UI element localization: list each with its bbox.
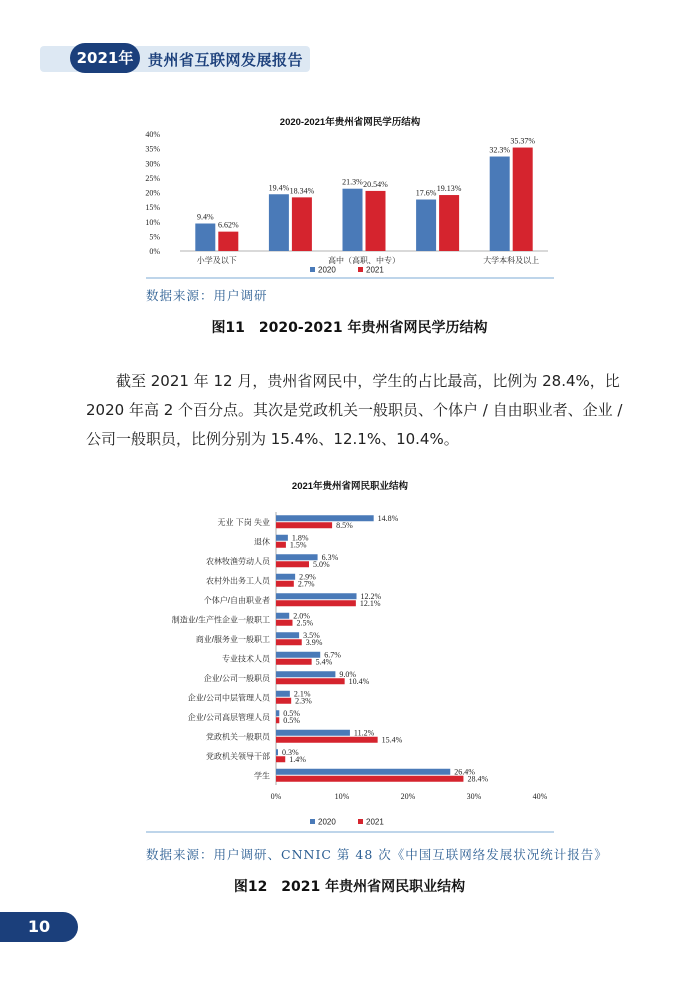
bar-2020 bbox=[276, 515, 374, 521]
bar-2020 bbox=[276, 710, 279, 716]
bar-2021 bbox=[292, 197, 312, 251]
data-label: 9.4% bbox=[196, 212, 214, 222]
figure12-source: 数据来源：用户调研、CNNIC 第 48 次《中国互联网络发展状况统计报告》 bbox=[146, 847, 608, 862]
bar-2021 bbox=[366, 191, 386, 251]
bar-2021 bbox=[276, 522, 332, 528]
bar-2020 bbox=[276, 632, 299, 638]
y-tick-label: 35% bbox=[145, 144, 160, 154]
chart-title: 2020-2021年贵州省网民学历结构 bbox=[279, 117, 421, 128]
category-label: 党政机关领导干部 bbox=[206, 751, 270, 761]
category-label: 小学及以下 bbox=[196, 256, 237, 265]
data-label: 35.37% bbox=[510, 136, 536, 146]
data-label: 19.4% bbox=[268, 183, 290, 193]
data-label: 0.5% bbox=[283, 708, 300, 718]
y-tick-label: 5% bbox=[149, 232, 160, 242]
bar-2021 bbox=[276, 581, 294, 587]
bar-2021 bbox=[276, 698, 291, 704]
y-tick-label: 0% bbox=[149, 247, 160, 256]
bar-2020 bbox=[276, 652, 320, 658]
bar-2020 bbox=[490, 157, 510, 251]
y-tick-label: 30% bbox=[145, 159, 160, 169]
data-label: 2.9% bbox=[299, 572, 316, 582]
x-tick-label: 40% bbox=[532, 792, 548, 801]
data-label: 1.5% bbox=[289, 540, 307, 550]
category-label: 学生 bbox=[254, 771, 270, 781]
data-label: 6.62% bbox=[217, 220, 239, 230]
category-label: 个体户/自由职业者 bbox=[203, 595, 270, 605]
data-label: 5.0% bbox=[313, 559, 330, 569]
data-label: 2.3% bbox=[295, 696, 312, 706]
chart-title: 2021年贵州省网民职业结构 bbox=[291, 481, 409, 492]
data-label: 14.8% bbox=[377, 513, 399, 523]
bar-2021 bbox=[276, 620, 293, 626]
category-label: 大学本科及以上 bbox=[483, 256, 540, 265]
bar-2021 bbox=[276, 659, 312, 665]
data-label: 26.4% bbox=[454, 767, 475, 777]
bar-2020 bbox=[276, 671, 335, 677]
y-tick-label: 10% bbox=[145, 217, 160, 227]
data-label: 21.3% bbox=[342, 177, 363, 187]
y-tick-label: 15% bbox=[145, 203, 160, 213]
figure11-caption: 图11 2020-2021 年贵州省网民学历结构 bbox=[211, 320, 488, 336]
data-label: 2.7% bbox=[297, 579, 315, 589]
data-label: 12.1% bbox=[359, 598, 381, 608]
data-label: 2.0% bbox=[293, 611, 310, 621]
y-tick-label: 20% bbox=[145, 188, 160, 198]
figure12-caption: 图12 2021 年贵州省网民职业结构 bbox=[233, 879, 466, 895]
y-tick-label: 40% bbox=[145, 130, 160, 139]
bar-2021 bbox=[276, 737, 378, 743]
category-label: 企业/公司一般职员 bbox=[203, 673, 270, 683]
bar-2021 bbox=[276, 717, 279, 723]
body-paragraph bbox=[86, 367, 626, 454]
legend-label-2020: 2020 bbox=[318, 265, 336, 275]
bar-2021 bbox=[513, 148, 533, 251]
legend-label-2021: 2021 bbox=[366, 817, 384, 827]
data-label: 3.9% bbox=[305, 637, 323, 647]
bar-2021 bbox=[276, 678, 345, 684]
bar-2020 bbox=[276, 730, 350, 736]
data-label: 6.3% bbox=[321, 552, 339, 562]
bar-2021 bbox=[276, 561, 309, 567]
page-number: 10 bbox=[0, 912, 78, 942]
bar-2021 bbox=[276, 600, 356, 606]
category-label: 企业/公司中层管理人员 bbox=[187, 693, 270, 703]
data-label: 18.34% bbox=[289, 186, 315, 196]
data-label: 1.4% bbox=[289, 754, 306, 764]
bar-2021 bbox=[276, 542, 286, 548]
x-tick-label: 20% bbox=[400, 792, 416, 801]
bar-2021 bbox=[276, 756, 285, 762]
legend-label-2021: 2021 bbox=[366, 265, 384, 275]
category-label: 专业技术人员 bbox=[222, 654, 270, 664]
header-title: 贵州省互联网发展报告 bbox=[148, 51, 304, 69]
figure11-source: 数据来源：用户调研 bbox=[146, 288, 268, 303]
legend-swatch-2021 bbox=[358, 267, 363, 272]
x-tick-label: 10% bbox=[334, 792, 350, 801]
category-label: 农林牧渔劳动人员 bbox=[206, 556, 270, 566]
data-label: 2.5% bbox=[296, 618, 314, 628]
category-label: 党政机关一般职员 bbox=[206, 732, 270, 742]
data-label: 5.4% bbox=[315, 657, 333, 667]
data-label: 0.3% bbox=[281, 747, 299, 757]
data-label: 2.1% bbox=[293, 689, 311, 699]
category-label: 退休 bbox=[254, 537, 270, 547]
data-label: 20.54% bbox=[363, 179, 388, 189]
bar-2021 bbox=[218, 232, 238, 251]
bar-2020 bbox=[416, 200, 436, 251]
data-label: 9.0% bbox=[339, 669, 357, 679]
x-tick-label: 30% bbox=[466, 792, 482, 801]
bar-2021 bbox=[276, 776, 463, 782]
bar-2021 bbox=[439, 195, 459, 251]
bar-2020 bbox=[276, 691, 290, 697]
data-label: 1.8% bbox=[291, 533, 309, 543]
bar-2020 bbox=[276, 749, 278, 755]
legend-swatch-2020 bbox=[310, 267, 315, 272]
data-label: 11.2% bbox=[353, 728, 375, 738]
bar-2020 bbox=[195, 224, 215, 251]
category-label: 企业/公司高层管理人员 bbox=[187, 712, 270, 722]
bar-2020 bbox=[269, 194, 289, 251]
data-label: 0.5% bbox=[283, 715, 300, 725]
data-label: 15.4% bbox=[381, 735, 403, 745]
bar-2020 bbox=[276, 769, 450, 775]
occupation-chart bbox=[140, 472, 560, 834]
bar-2020 bbox=[276, 613, 289, 619]
data-label: 3.5% bbox=[303, 630, 320, 640]
data-label: 10.4% bbox=[348, 676, 370, 686]
bar-2020 bbox=[276, 554, 318, 560]
data-label: 8.5% bbox=[336, 520, 353, 530]
bar-2021 bbox=[276, 639, 302, 645]
legend-swatch-2021 bbox=[358, 819, 363, 824]
data-label: 32.3% bbox=[489, 145, 511, 155]
education-chart bbox=[140, 112, 560, 280]
data-label: 19.13% bbox=[436, 184, 462, 194]
bar-2020 bbox=[343, 189, 363, 251]
header-year-badge: 2021年 bbox=[70, 43, 140, 73]
legend-label-2020: 2020 bbox=[318, 817, 336, 827]
data-label: 17.6% bbox=[415, 188, 437, 198]
bar-2020 bbox=[276, 535, 288, 541]
category-label: 商业/服务业一般职工 bbox=[195, 634, 270, 644]
category-label: 制造业/生产性企业一般职工 bbox=[171, 615, 270, 625]
category-label: 高中（高职、中专） bbox=[328, 256, 400, 265]
report-header bbox=[0, 40, 330, 76]
legend-swatch-2020 bbox=[310, 819, 315, 824]
bar-2020 bbox=[276, 574, 295, 580]
paragraph-text: 截至 2021 年 12 月，贵州省网民中，学生的占比最高，比例为 28.4%，比 2020 年高 2 个百分点。其次是党政机关一般职员、个体户 / 自由职业者、企业 / 公司一般职员，比例分别为 15.4%、12.1%、10.4%。 bbox=[86, 372, 623, 448]
data-label: 6.7% bbox=[324, 650, 341, 660]
data-label: 28.4% bbox=[467, 774, 489, 784]
category-label: 无业 下岗 失业 bbox=[217, 517, 270, 527]
y-tick-label: 25% bbox=[145, 173, 160, 183]
bar-2020 bbox=[276, 593, 357, 599]
category-label: 农村外出务工人员 bbox=[206, 576, 270, 586]
data-label: 12.2% bbox=[360, 591, 382, 601]
x-tick-label: 0% bbox=[270, 792, 282, 801]
